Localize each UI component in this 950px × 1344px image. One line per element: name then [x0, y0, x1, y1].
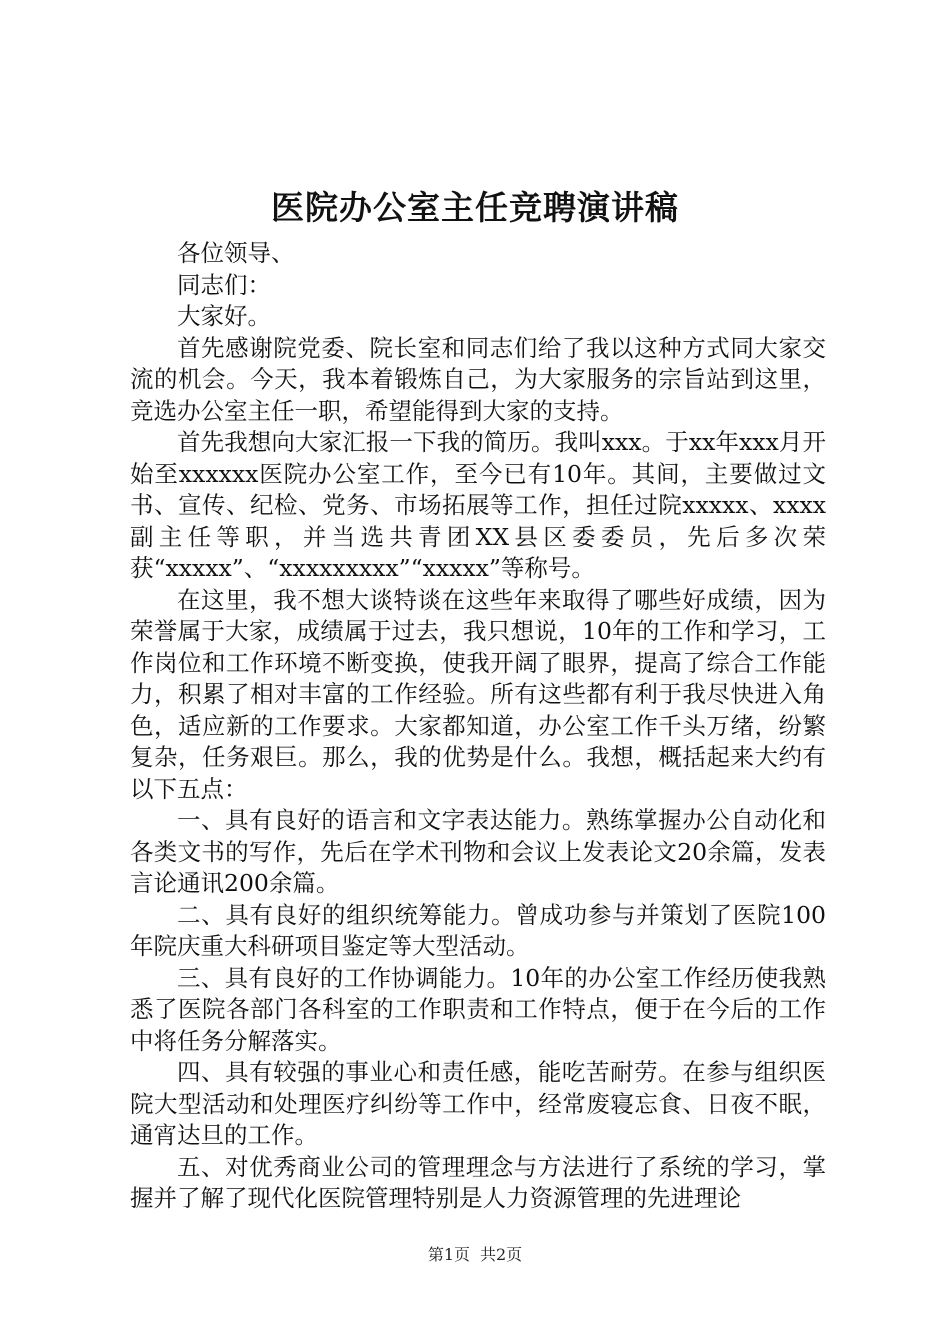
paragraph-point-1: 一、具有良好的语言和文字表达能力。熟练掌握办公自动化和各类文书的写作，先后在学术刊物和会议上发表论文20余篇，发表言论通讯200余篇。	[130, 806, 826, 897]
paragraph-point-5: 五、对优秀商业公司的管理理念与方法进行了系统的学习，掌握并了解了现代化医院管理特别是人力资源管理的先进理论	[130, 1152, 826, 1212]
salutation-line-1: 各位领导、	[177, 239, 295, 267]
page-total: 共2页	[480, 1245, 523, 1264]
paragraph-point-4: 四、具有较强的事业心和责任感，能吃苦耐劳。在参与组织医院大型活动和处理医疗纠纷等工作中，经常废寝忘食、日夜不眠，通宵达旦的工作。	[130, 1058, 826, 1149]
document-title: 医院办公室主任竞聘演讲稿	[271, 188, 679, 227]
paragraph-resume: 首先我想向大家汇报一下我的简历。我叫xxx。于xx年xxx月开始至xxxxxx医院办公室工作，至今已有10年。其间，主要做过文书、宣传、纪检、党务、市场拓展等工作，担任过院xxxxx、xxxx副主任等职，并当选共青团XX县区委委员，先后多次荣获“xxxxx”、“xxxxxxxxx”“xxxxx”等称号。	[130, 428, 826, 582]
paragraph-point-3: 三、具有良好的工作协调能力。10年的办公室工作经历使我熟悉了医院各部门各科室的工作职责和工作特点，便于在今后的工作中将任务分解落实。	[130, 963, 826, 1055]
document-body	[130, 238, 826, 1215]
greeting-line: 大家好。	[177, 302, 271, 330]
salutation-line-2: 同志们：	[177, 270, 271, 299]
paragraph-point-2: 二、具有良好的组织统筹能力。曾成功参与并策划了医院100年院庆重大科研项目鉴定等大型活动。	[130, 900, 826, 960]
page-footer	[0, 1244, 950, 1266]
page-number: 第1页	[427, 1245, 470, 1264]
paragraph-thanks: 首先感谢院党委、院长室和同志们给了我以这种方式同大家交流的机会。今天，我本着锻炼自己，为大家服务的宗旨站到这里，竞选办公室主任一职，希望能得到大家的支持。	[130, 333, 826, 425]
paragraph-advantages-intro: 在这里，我不想大谈特谈在这些年来取得了哪些好成绩，因为荣誉属于大家，成绩属于过去，我只想说，10年的工作和学习，工作岗位和工作环境不断变换，使我开阔了眼界，提高了综合工作能力，积累了相对丰富的工作经验。所有这些都有利于我尽快进入角色，适应新的工作要求。大家都知道，办公室工作千头万绪，纷繁复杂，任务艰巨。那么，我的优势是什么。我想，概括起来大约有以下五点：	[130, 585, 826, 803]
